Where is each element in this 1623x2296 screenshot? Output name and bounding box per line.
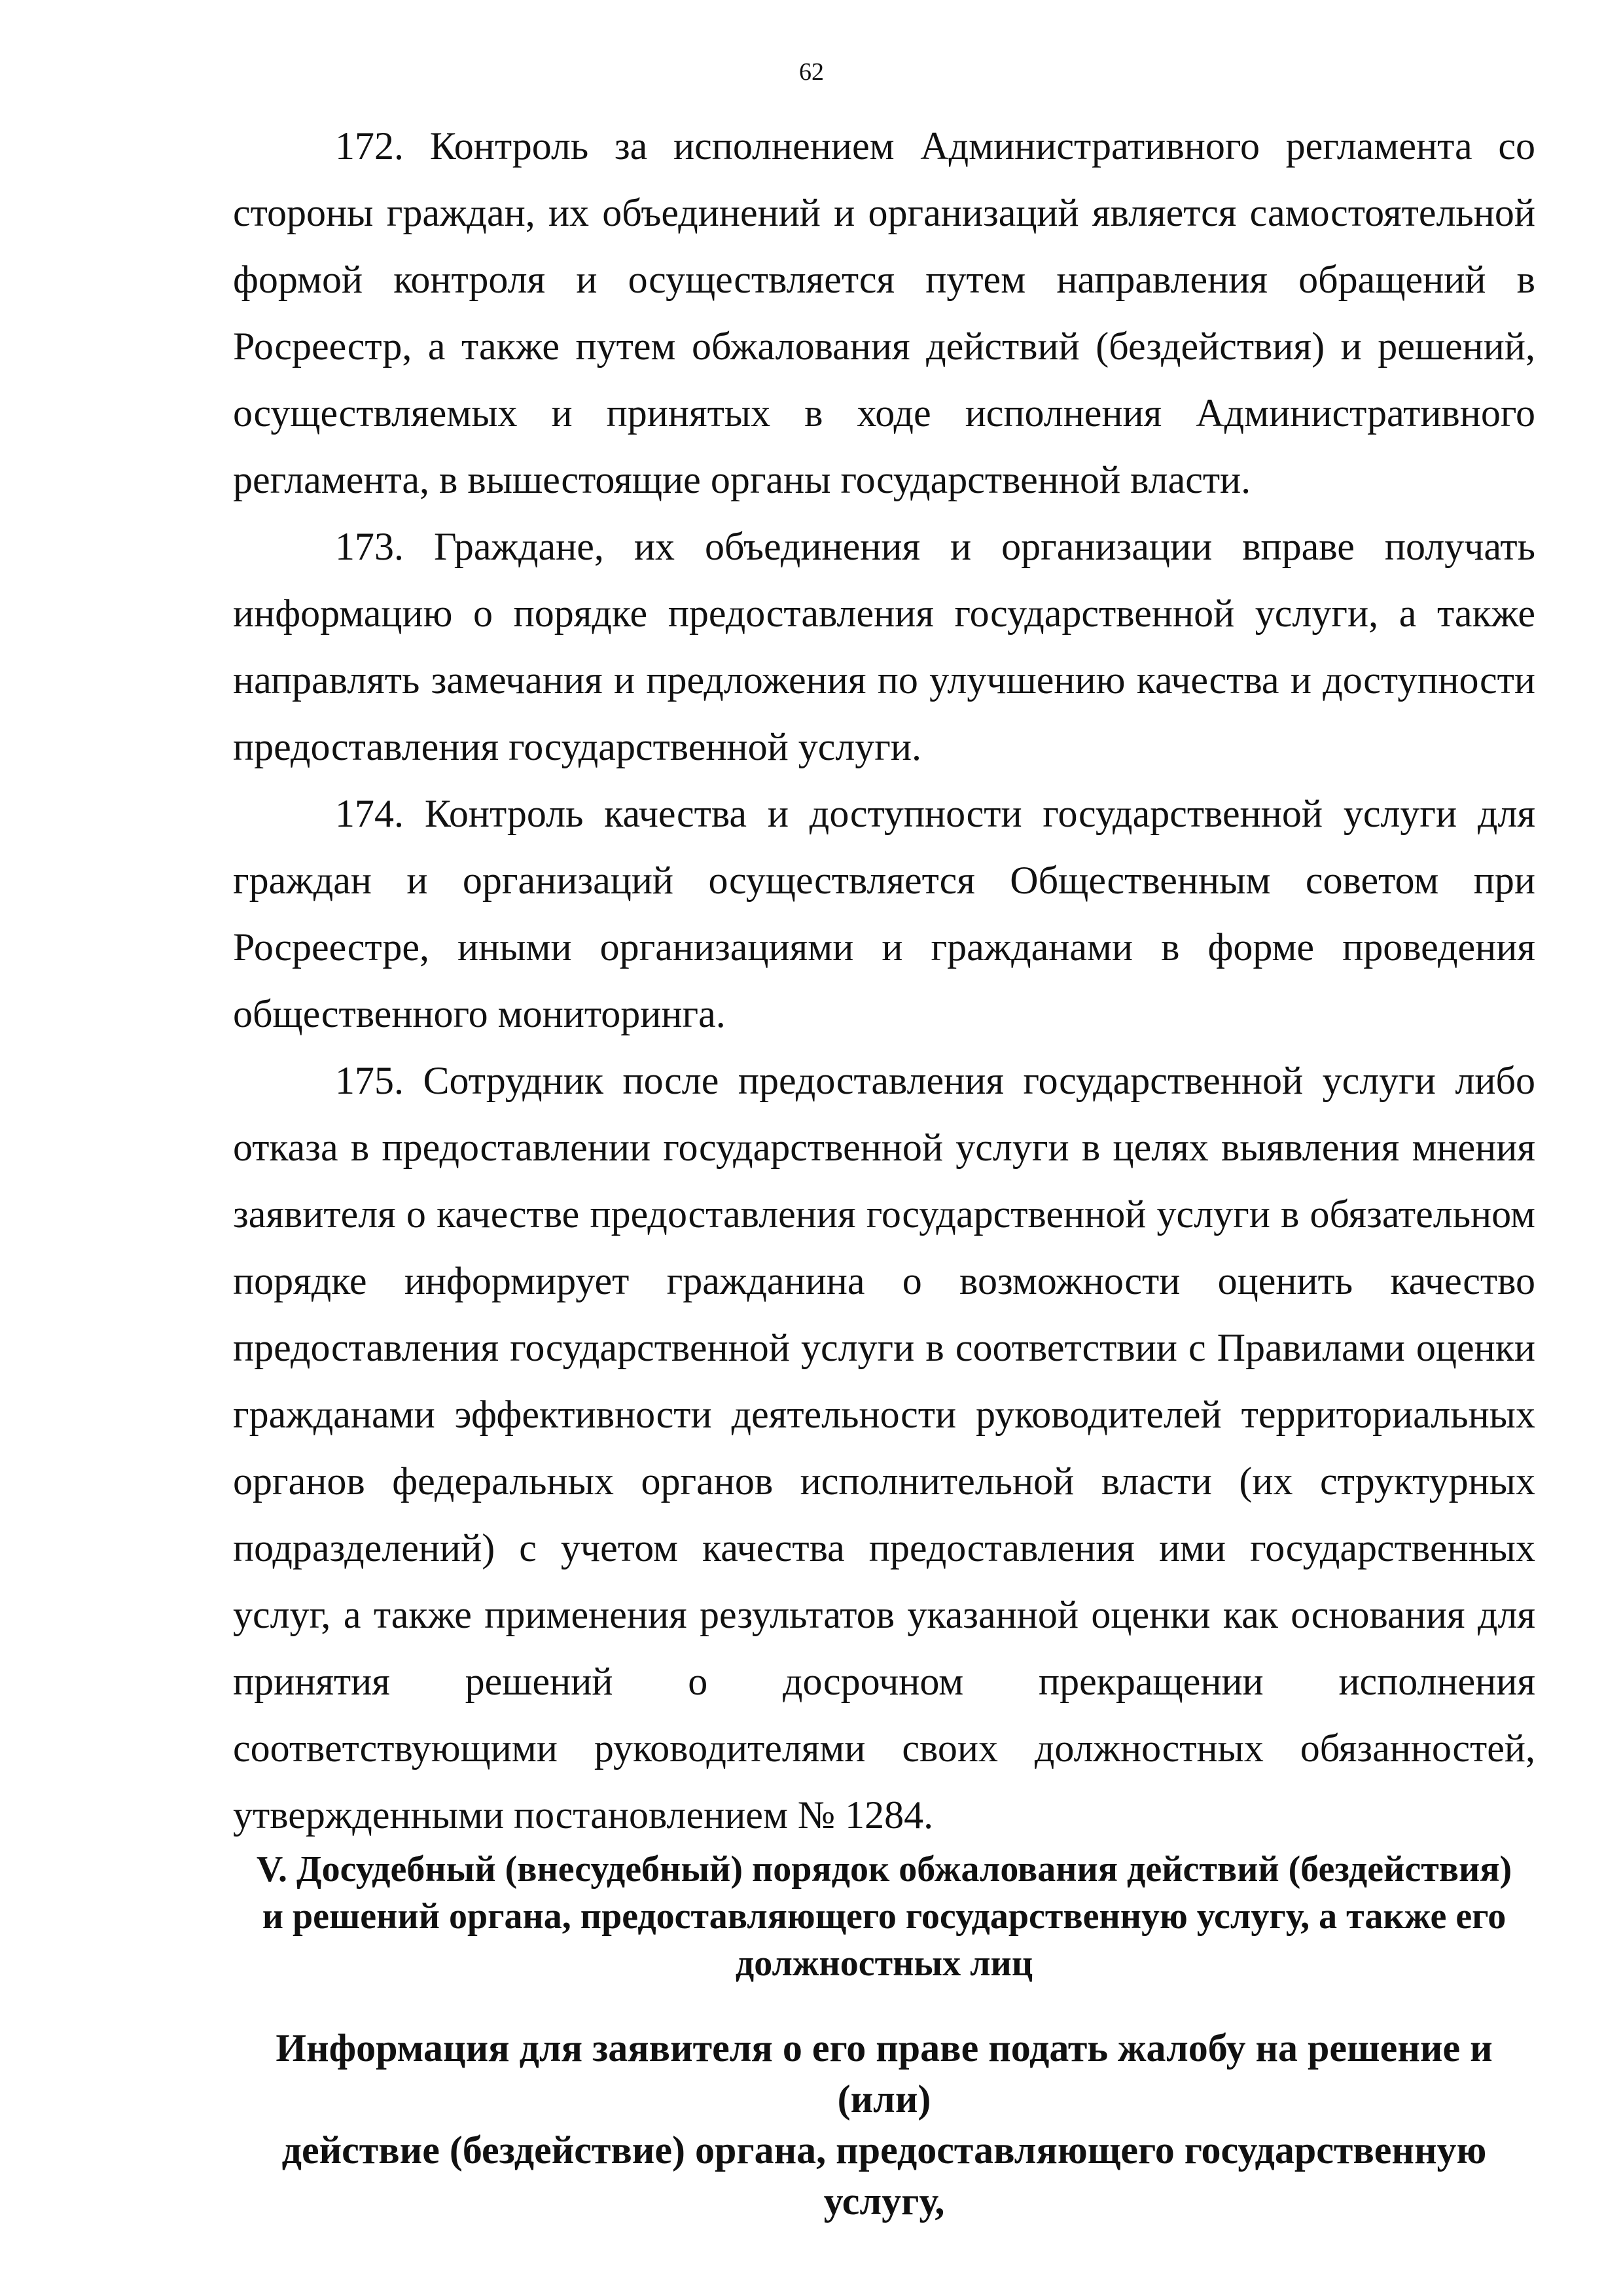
paragraph-173: [233, 513, 1535, 780]
paragraph-text: Контроль качества и доступности государственной услуги для граждан и организаций осуществляется Общественным советом при Росреестре, иными организациями и гражданами в форме проведения общественного мониторинга.: [233, 792, 1535, 1035]
paragraph-number: 174.: [335, 792, 404, 835]
section-heading-line-3: должностных лиц: [735, 1943, 1033, 1984]
section-heading-line-2: и решений органа, предоставляющего государственную услугу, а также его: [262, 1896, 1507, 1937]
paragraph-175: [233, 1047, 1535, 1848]
paragraph-text: Сотрудник после предоставления государственной услуги либо отказа в предоставлении государственной услуги в целях выявления мнения заявителя о качестве предоставления государственной услуги в обязательном порядке информирует гражданина о возможности оценить качество предоставления государственной услуги в соответствии с Правилами оценки гражданами эффективности деятельности руководителей территориальных органов федеральных органов исполнительной власти (их структурных подразделений) с учетом качества предоставления ими государственных услуг, а также применения результатов указанной оценки как основания для принятия решений о досрочном прекращении исполнения соответствующими руководителями своих должностных обязанностей, утвержденными постановлением № 1284.: [233, 1059, 1535, 1837]
complaint-info-heading: [233, 2022, 1535, 2227]
section-v-heading: [233, 1846, 1535, 1987]
regulation-body: [233, 113, 1535, 1848]
section-heading-line-1: V. Досудебный (внесудебный) порядок обжалования действий (бездействия): [256, 1849, 1512, 1890]
paragraph-172: [233, 113, 1535, 513]
paragraph-number: 175.: [335, 1059, 404, 1102]
subsection-heading-line-2: действие (бездействие) органа, предоставляющего государственную услугу,: [281, 2128, 1487, 2223]
paragraph-number: 172.: [335, 124, 404, 168]
paragraph-174: [233, 780, 1535, 1047]
paragraph-text: Граждане, их объединения и организации вправе получать информацию о порядке предоставления государственной услуги, а также направлять замечания и предложения по улучшению качества и доступности предоставления государственной услуги.: [233, 525, 1535, 768]
paragraph-text: Контроль за исполнением Административного регламента со стороны граждан, их объединений и организаций является самостоятельной формой контроля и осуществляется путем направления обращений в Росреестр, а также путем обжалования действий (бездействия) и решений, осуществляемых и принятых в ходе исполнения Административного регламента, в вышестоящие органы государственной власти.: [233, 124, 1536, 501]
paragraph-number: 173.: [335, 525, 404, 568]
subsection-heading-line-1: Информация для заявителя о его праве подать жалобу на решение и (или): [276, 2026, 1493, 2121]
page-number: 62: [799, 58, 824, 86]
